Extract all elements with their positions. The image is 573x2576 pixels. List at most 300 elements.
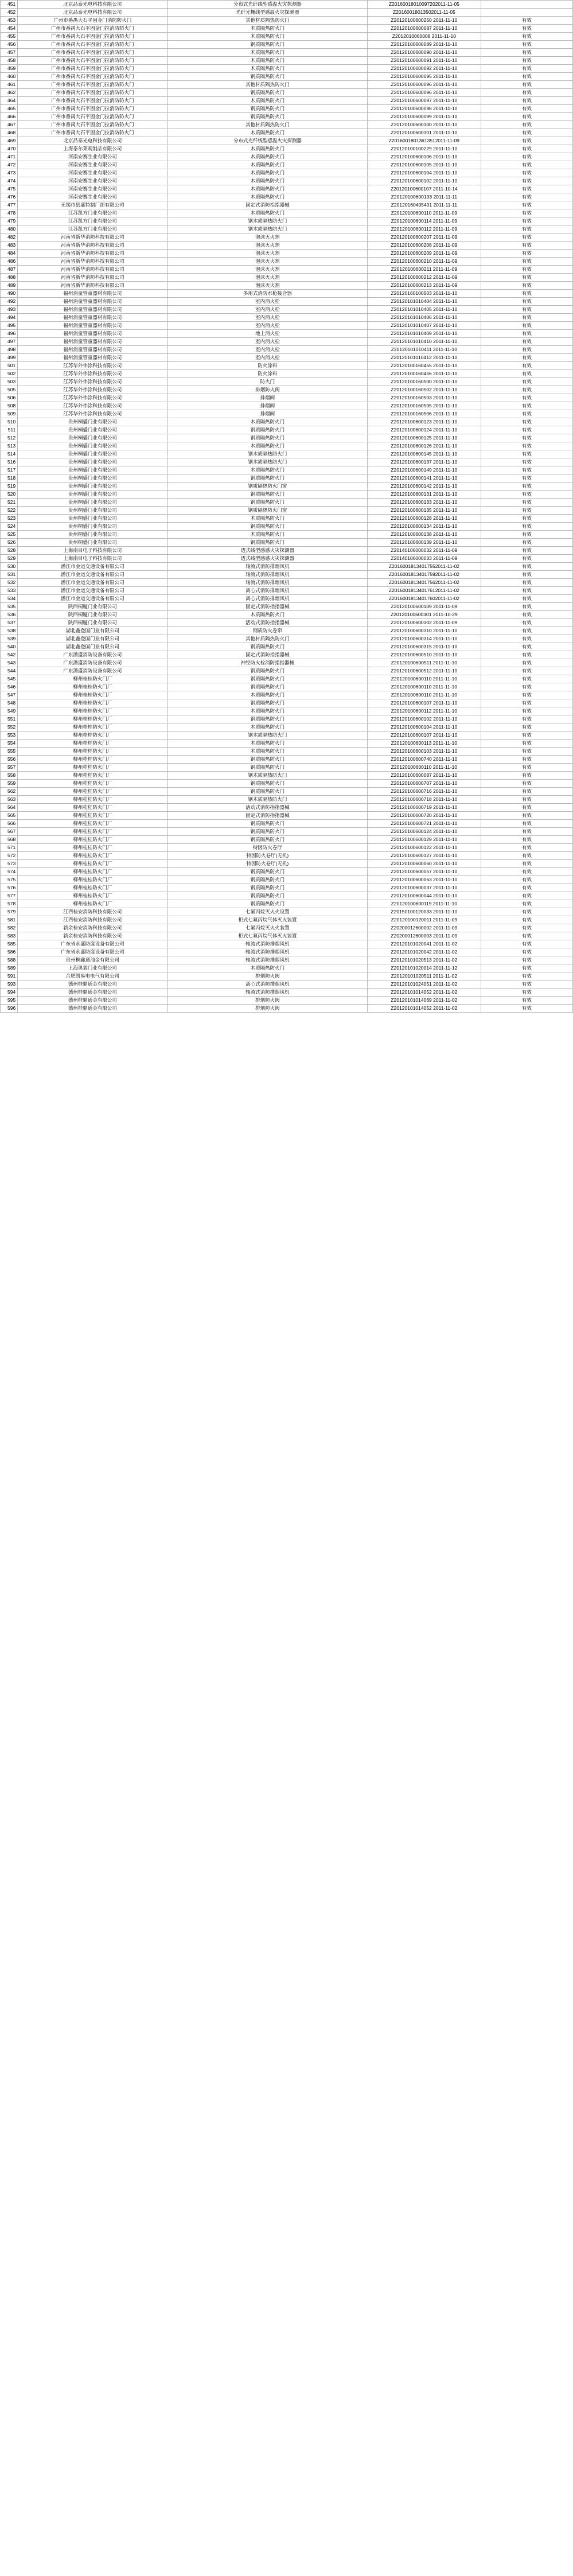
row-index: 529 [1,555,18,563]
status: 有效 [481,828,572,836]
certificate-no-and-date: Z20120100600105 2011-11-10 [368,161,481,169]
row-index: 484 [1,250,18,258]
company-name: 柳州桂桂防火门厂 [18,683,167,691]
table-row [1,57,573,65]
company-name: 江苏华外伟涂科技有限公司 [18,362,167,370]
company-name: 河南省新华消防科技有限公司 [18,282,167,290]
status: 有效 [481,482,572,491]
table-row [1,73,573,81]
certificate-no-and-date: Z20120100120011 2011-11-09 [368,916,481,924]
status: 有效 [481,667,572,675]
certificate-no-and-date: Z20120100600096 2011-11-10 [368,89,481,97]
table-row [1,611,573,619]
table-row [1,161,573,169]
product-name: 透式线型感感火灾探测器 [167,555,368,563]
status: 有效 [481,33,572,41]
product-name: 轴流式消防排烟风机 [167,989,368,997]
certificate-no-and-date: Z20120100100229 2011-11-10 [368,145,481,153]
status: 有效 [481,201,572,209]
row-index: 475 [1,185,18,193]
certificate-no-and-date: Z20120100600127 2011-11-10 [368,852,481,860]
status: 有效 [481,491,572,499]
certificate-no-and-date: Z20120100600145 2011-11-10 [368,450,481,458]
status: 有效 [481,73,572,81]
row-index: 474 [1,177,18,185]
certificate-no-and-date: Z20200012600003 2011-11-09 [368,932,481,940]
certificate-no-and-date: Z20120100600716 2011-11-10 [368,788,481,796]
certificate-no-and-date: Z20120100600123 2011-11-10 [368,418,481,426]
company-name: 柳州桂桂防火门厂 [18,892,167,900]
company-name: 河南安赛生业有限公司 [18,185,167,193]
table-row [1,539,573,547]
table-row [1,860,573,868]
company-name: 柳州桂桂防火门厂 [18,699,167,707]
status: 有效 [481,410,572,418]
product-name: 泡沫灭火剂 [167,266,368,274]
certificate-no-and-date: Z20120101014052 2011-11-02 [368,1005,481,1013]
product-name: 室内消火栓 [167,306,368,314]
company-name: 广州市番禺大石平固金门拉消防防火门 [18,121,167,129]
product-name: 室内消火栓 [167,346,368,354]
table-row [1,868,573,876]
company-name: 河南安赛生业有限公司 [18,153,167,161]
table-row [1,756,573,764]
product-name: 泡沫灭火剂 [167,274,368,282]
table-row [1,956,573,964]
table-row [1,474,573,482]
product-name: 活动式消防指指器械 [167,804,368,812]
table-row [1,531,573,539]
table-row [1,828,573,836]
table-row [1,595,573,603]
product-name: 泡沫灭火剂 [167,258,368,266]
status: 有效 [481,65,572,73]
company-name: 柳州桂桂防火门厂 [18,748,167,756]
certificate-no-and-date: Z20120100160500 2011-11-10 [368,378,481,386]
table-row [1,258,573,266]
table-row [1,796,573,804]
table-row [1,426,573,434]
company-name: 柳州桂桂防火门厂 [18,675,167,683]
row-index: 517 [1,466,18,474]
row-index: 562 [1,788,18,796]
certificate-no-and-date: Z20120100600135 2011-11-10 [368,507,481,515]
row-index: 526 [1,539,18,547]
status: 有效 [481,699,572,707]
table-row [1,354,573,362]
company-name: 柳州桂桂防火门厂 [18,691,167,699]
product-name: 钢质隔热防火门 [167,715,368,723]
status: 有效 [481,185,572,193]
certificate-no-and-date: Z20120100600112 2011-11-10 [368,707,481,715]
company-name: 贵州桐盛门业有限公司 [18,539,167,547]
product-name: 钢木质隔热防火门 [167,217,368,225]
status: 有效 [481,129,572,137]
row-index: 594 [1,989,18,997]
row-index: 461 [1,81,18,89]
row-index: 585 [1,940,18,948]
row-index: 588 [1,956,18,964]
status: 有效 [481,402,572,410]
certificate-no-and-date: Z20120100600124 2011-11-10 [368,426,481,434]
company-name: 广东潘盛消防设备有限公司 [18,659,167,667]
certificate-no-and-date: Z20120101014052 2011-11-02 [368,989,481,997]
table-row [1,772,573,780]
product-name: 室内消火栓 [167,314,368,322]
table-row [1,683,573,691]
status: 有效 [481,651,572,659]
certificate-no-and-date: Z20120100600129 2011-11-10 [368,836,481,844]
company-name: 陕西桐厦门业有限公司 [18,603,167,611]
product-name: 钢质隔热防火门 [167,884,368,892]
status: 有效 [481,707,572,715]
status: 有效 [481,322,572,330]
certificate-no-and-date: Z20120100600112 2011-11-09 [368,225,481,234]
product-name: 钢木质隔热防火门 [167,772,368,780]
product-name: 防火门 [167,378,368,386]
certificate-no-and-date: Z20120100600250 2011-11-10 [368,17,481,25]
product-name: 钢质隔热防火门 [167,675,368,683]
row-index: 576 [1,884,18,892]
row-index: 471 [1,153,18,161]
status: 有效 [481,547,572,555]
status: 有效 [481,731,572,740]
status: 有效 [481,908,572,916]
certificate-no-and-date: Z20120101020014 2011-11-12 [368,964,481,972]
table-row [1,547,573,555]
product-name: 钢质隔热防火门 [167,836,368,844]
row-index: 479 [1,217,18,225]
row-index: 453 [1,17,18,25]
product-name: 木质隔热防火门 [167,97,368,105]
table-row [1,362,573,370]
company-name: 贵州桐盛门业有限公司 [18,442,167,450]
status: 有效 [481,81,572,89]
status: 有效 [481,876,572,884]
company-name: 贵州桐盛门业有限公司 [18,507,167,515]
company-name: 北京品泰光电科技有限公司 [18,9,167,17]
certificate-no-and-date: Z20120101010411 2011-11-10 [368,346,481,354]
product-name: 木质隔热防火门 [167,707,368,715]
company-name: 柳州桂桂防火门厂 [18,836,167,844]
product-name: 木质隔热防火门 [167,611,368,619]
product-name: 木质隔热防火门 [167,723,368,731]
product-name: 木质隔热防火门 [167,177,368,185]
company-name: 贵州桐盛门业有限公司 [18,466,167,474]
certificate-no-and-date: Z20120100600087 2011-11-10 [368,25,481,33]
row-index: 497 [1,338,18,346]
status: 有效 [481,426,572,434]
company-name: 福州消童管童器材有限公司 [18,290,167,298]
table-row [1,410,573,418]
product-name: 离心式消防排烟风机 [167,595,368,603]
company-name: 河南安赛生业有限公司 [18,169,167,177]
row-index: 499 [1,354,18,362]
table-row [1,900,573,908]
certificate-no-and-date: Z20120100600107 2011-10-14 [368,185,481,193]
table-row [1,667,573,675]
table-row [1,699,573,707]
certificate-no-and-date: Z20120100600721 2011-11-10 [368,820,481,828]
table-row [1,723,573,731]
certificate-no-and-date: Z20120100600720 2011-11-10 [368,812,481,820]
product-name: 离心式消防排烟风机 [167,980,368,989]
table-row [1,49,573,57]
certificate-no-and-date: Z20120100600102 2011-11-10 [368,177,481,185]
product-name: 泡沫灭火剂 [167,282,368,290]
certificate-no-and-date: Z20120100600134 2011-11-10 [368,523,481,531]
company-name: 柳州桂桂防火门厂 [18,852,167,860]
row-index: 559 [1,780,18,788]
company-name: 无锡市县盛特制厂部有限公司 [18,201,167,209]
table-row [1,185,573,193]
status: 有效 [481,916,572,924]
row-index: 482 [1,234,18,242]
certificate-no-and-date: Z20120100600107 2011-11-10 [368,731,481,740]
status: 有效 [481,643,572,651]
certificate-no-and-date: Z20120100600103 2011-11-10 [368,748,481,756]
table-row [1,129,573,137]
company-name: 福州消童管童器材有限公司 [18,298,167,306]
table-row [1,346,573,354]
table-row [1,555,573,563]
table-row [1,434,573,442]
certificate-no-and-date: Z20120100600110 2011-11-10 [368,675,481,683]
company-name: 德州桂鼎通金有限公司 [18,997,167,1005]
company-name: 陕西桐厦门业有限公司 [18,619,167,627]
table-row [1,948,573,956]
product-name: 轴流式消防排烟风机 [167,571,368,579]
certificate-no-and-date: Z20120100600101 2011-11-10 [368,129,481,137]
product-name: 室内消火栓 [167,338,368,346]
table-row [1,41,573,49]
row-index: 579 [1,908,18,916]
company-name: 广州市番禺大石平固金门拉消防防火门 [18,33,167,41]
status: 有效 [481,153,572,161]
certificate-no-and-date: Z20120100600110 2011-11-09 [368,209,481,217]
product-name: 七氟丙烷灭火火装置 [167,924,368,932]
status: 有效 [481,932,572,940]
table-row [1,884,573,892]
product-name: 泡沫灭火剂 [167,242,368,250]
company-name: 广东省永盛防盗设备有限公司 [18,948,167,956]
row-index: 466 [1,113,18,121]
table-row [1,177,573,185]
status: 有效 [481,555,572,563]
status: 有效 [481,756,572,764]
certificate-no-and-date: Z20120101010407 2011-11-10 [368,322,481,330]
product-name: 室内消火栓 [167,354,368,362]
row-index: 493 [1,306,18,314]
table-row [1,603,573,611]
product-name: 多用式消防水枪接合器 [167,290,368,298]
company-name: 广州市番禺大石平固金门拉消防防火门 [18,105,167,113]
table-row [1,153,573,161]
certificate-no-and-date: Z20120101024051 2011-11-02 [368,980,481,989]
row-index: 505 [1,386,18,394]
status: 有效 [481,338,572,346]
row-index: 516 [1,458,18,466]
company-name: 广州市番禺大石平固金门拉消防防火门 [18,49,167,57]
table-row [1,17,573,25]
row-index: 595 [1,997,18,1005]
row-index: 539 [1,635,18,643]
certificate-no-and-date: Z20120100600057 2011-11-10 [368,868,481,876]
status: 有效 [481,458,572,466]
table-row [1,844,573,852]
row-index: 460 [1,73,18,81]
product-name: 钢质隔热防火门 [167,491,368,499]
company-name: 福州消童管童器材有限公司 [18,322,167,330]
status: 有效 [481,884,572,892]
row-index: 524 [1,523,18,531]
status: 有效 [481,97,572,105]
status: 有效 [481,989,572,997]
status: 有效 [481,242,572,250]
certificate-no-and-date: Z20120100600213 2011-11-09 [368,282,481,290]
row-index: 501 [1,362,18,370]
row-index: 455 [1,33,18,41]
table-row [1,193,573,201]
table-row [1,989,573,997]
status: 有效 [481,780,572,788]
certificate-no-and-date: Z20120100600063 2011-11-10 [368,876,481,884]
row-index: 578 [1,900,18,908]
certificate-no-and-date: Z20120160405401 2011-11-11 [368,201,481,209]
product-name: 木质隔热防火门 [167,691,368,699]
table-row [1,209,573,217]
row-index: 467 [1,121,18,129]
company-name: 江苏华外伟涂科技有限公司 [18,410,167,418]
product-name: 钢质隔热防火门 [167,113,368,121]
product-name: 排烟阀 [167,402,368,410]
certificate-no-and-date: Z20120100600209 2011-11-09 [368,250,481,258]
certificate-no-and-date: Z20160018134017612011-11-02 [368,587,481,595]
company-name: 河南安赛生业有限公司 [18,193,167,201]
row-index: 593 [1,980,18,989]
status: 有效 [481,723,572,731]
product-name: 室内消火栓 [167,322,368,330]
certificate-no-and-date: Z20120101010412 2011-11-10 [368,354,481,362]
certificate-no-and-date: Z20120100600104 2011-11-10 [368,169,481,177]
certificate-no-and-date: Z20120101020041 2011-11-02 [368,940,481,948]
product-name: 钢质隔热防火门 [167,667,368,675]
product-name: 离心式消防排烟风机 [167,587,368,595]
row-index: 549 [1,707,18,715]
table-row [1,298,573,306]
row-index: 473 [1,169,18,177]
product-name: 钢质隔热防火门 [167,780,368,788]
status: 有效 [481,997,572,1005]
status: 有效 [481,250,572,258]
company-name: 江西桂安消防科技有限公司 [18,908,167,916]
certificate-no-and-date: Z20120100600106 2011-11-10 [368,153,481,161]
table-row [1,924,573,932]
certificate-no-and-date: Z20160018013502011-11-05 [368,9,481,17]
row-index: 451 [1,1,18,9]
status: 有效 [481,844,572,852]
company-name: 柳州桂桂防火门厂 [18,772,167,780]
certificate-no-and-date: Z20120100600315 2011-11-10 [368,643,481,651]
product-name: 钢质隔热防火门 [167,499,368,507]
product-name: 排烟阀 [167,394,368,402]
product-name: 轴流式消防排烟风机 [167,940,368,948]
certificate-no-and-date: Z2012010060008 2011-11-10 [368,33,481,41]
row-index: 596 [1,1005,18,1013]
row-index: 496 [1,330,18,338]
status: 有效 [481,217,572,225]
table-row [1,908,573,916]
row-index: 558 [1,772,18,780]
company-name: 北京品泰光电科技有限公司 [18,137,167,145]
certificate-no-and-date: Z20120100600060 2011-11-10 [368,860,481,868]
table-row [1,715,573,723]
product-name: 神经防火栓消防指指器械 [167,659,368,667]
certificate-no-and-date: Z20160018013613512011-11-09 [368,137,481,145]
status: 有效 [481,772,572,780]
row-index: 452 [1,9,18,17]
product-name: 木质隔热防火门 [167,33,368,41]
product-name: 木质隔热防火门 [167,515,368,523]
product-name: 分布式光纤线型感温火灾探测器 [167,137,368,145]
certificate-no-and-date: Z20120100600098 2011-11-10 [368,105,481,113]
product-name: 轴流式消防排烟风机 [167,563,368,571]
status: 有效 [481,571,572,579]
company-name: 上海南目电子科技有限公司 [18,547,167,555]
row-index: 513 [1,442,18,450]
table-row [1,964,573,972]
certificate-no-and-date: Z20160018134017552011-11-02 [368,563,481,571]
product-name: 防火涂料 [167,362,368,370]
row-index: 469 [1,137,18,145]
row-index: 483 [1,242,18,250]
status: 有效 [481,474,572,482]
row-index: 577 [1,892,18,900]
row-index: 533 [1,587,18,595]
status: 有效 [481,378,572,386]
row-index: 498 [1,346,18,354]
row-index: 532 [1,579,18,587]
company-name: 柳州桂桂防火门厂 [18,780,167,788]
product-name: 木质隔热防火门 [167,740,368,748]
row-index: 503 [1,378,18,386]
company-name: 潘江市金运交通设备有限公司 [18,563,167,571]
product-name: 钢质隔热防火门 [167,539,368,547]
certificate-no-and-date: Z20120100600137 2011-11-10 [368,458,481,466]
company-name: 潘江市金运交通设备有限公司 [18,579,167,587]
product-name: 排烟防火阀 [167,1005,368,1013]
status: 有效 [481,193,572,201]
product-name: 轴流式消防排烟风机 [167,579,368,587]
product-name: 木质隔热防火门 [167,57,368,65]
certificate-no-and-date: Z20120101020511 2011-11-02 [368,972,481,980]
row-index: 565 [1,812,18,820]
table-row [1,635,573,643]
product-name: 室内消火栓 [167,298,368,306]
company-name: 上海南目电子科技有限公司 [18,555,167,563]
table-row [1,651,573,659]
status: 有效 [481,603,572,611]
certificate-no-and-date: Z20120100600211 2011-11-09 [368,266,481,274]
row-index: 555 [1,748,18,756]
company-name: 柳州桂桂防火门厂 [18,828,167,836]
certificate-no-and-date: Z20120100600707 2011-11-10 [368,780,481,788]
table-row [1,113,573,121]
table-row [1,643,573,651]
product-name: 排烟防火阀 [167,997,368,1005]
row-index: 545 [1,675,18,683]
certificate-no-and-date: Z20120100600110 2011-11-10 [368,691,481,699]
